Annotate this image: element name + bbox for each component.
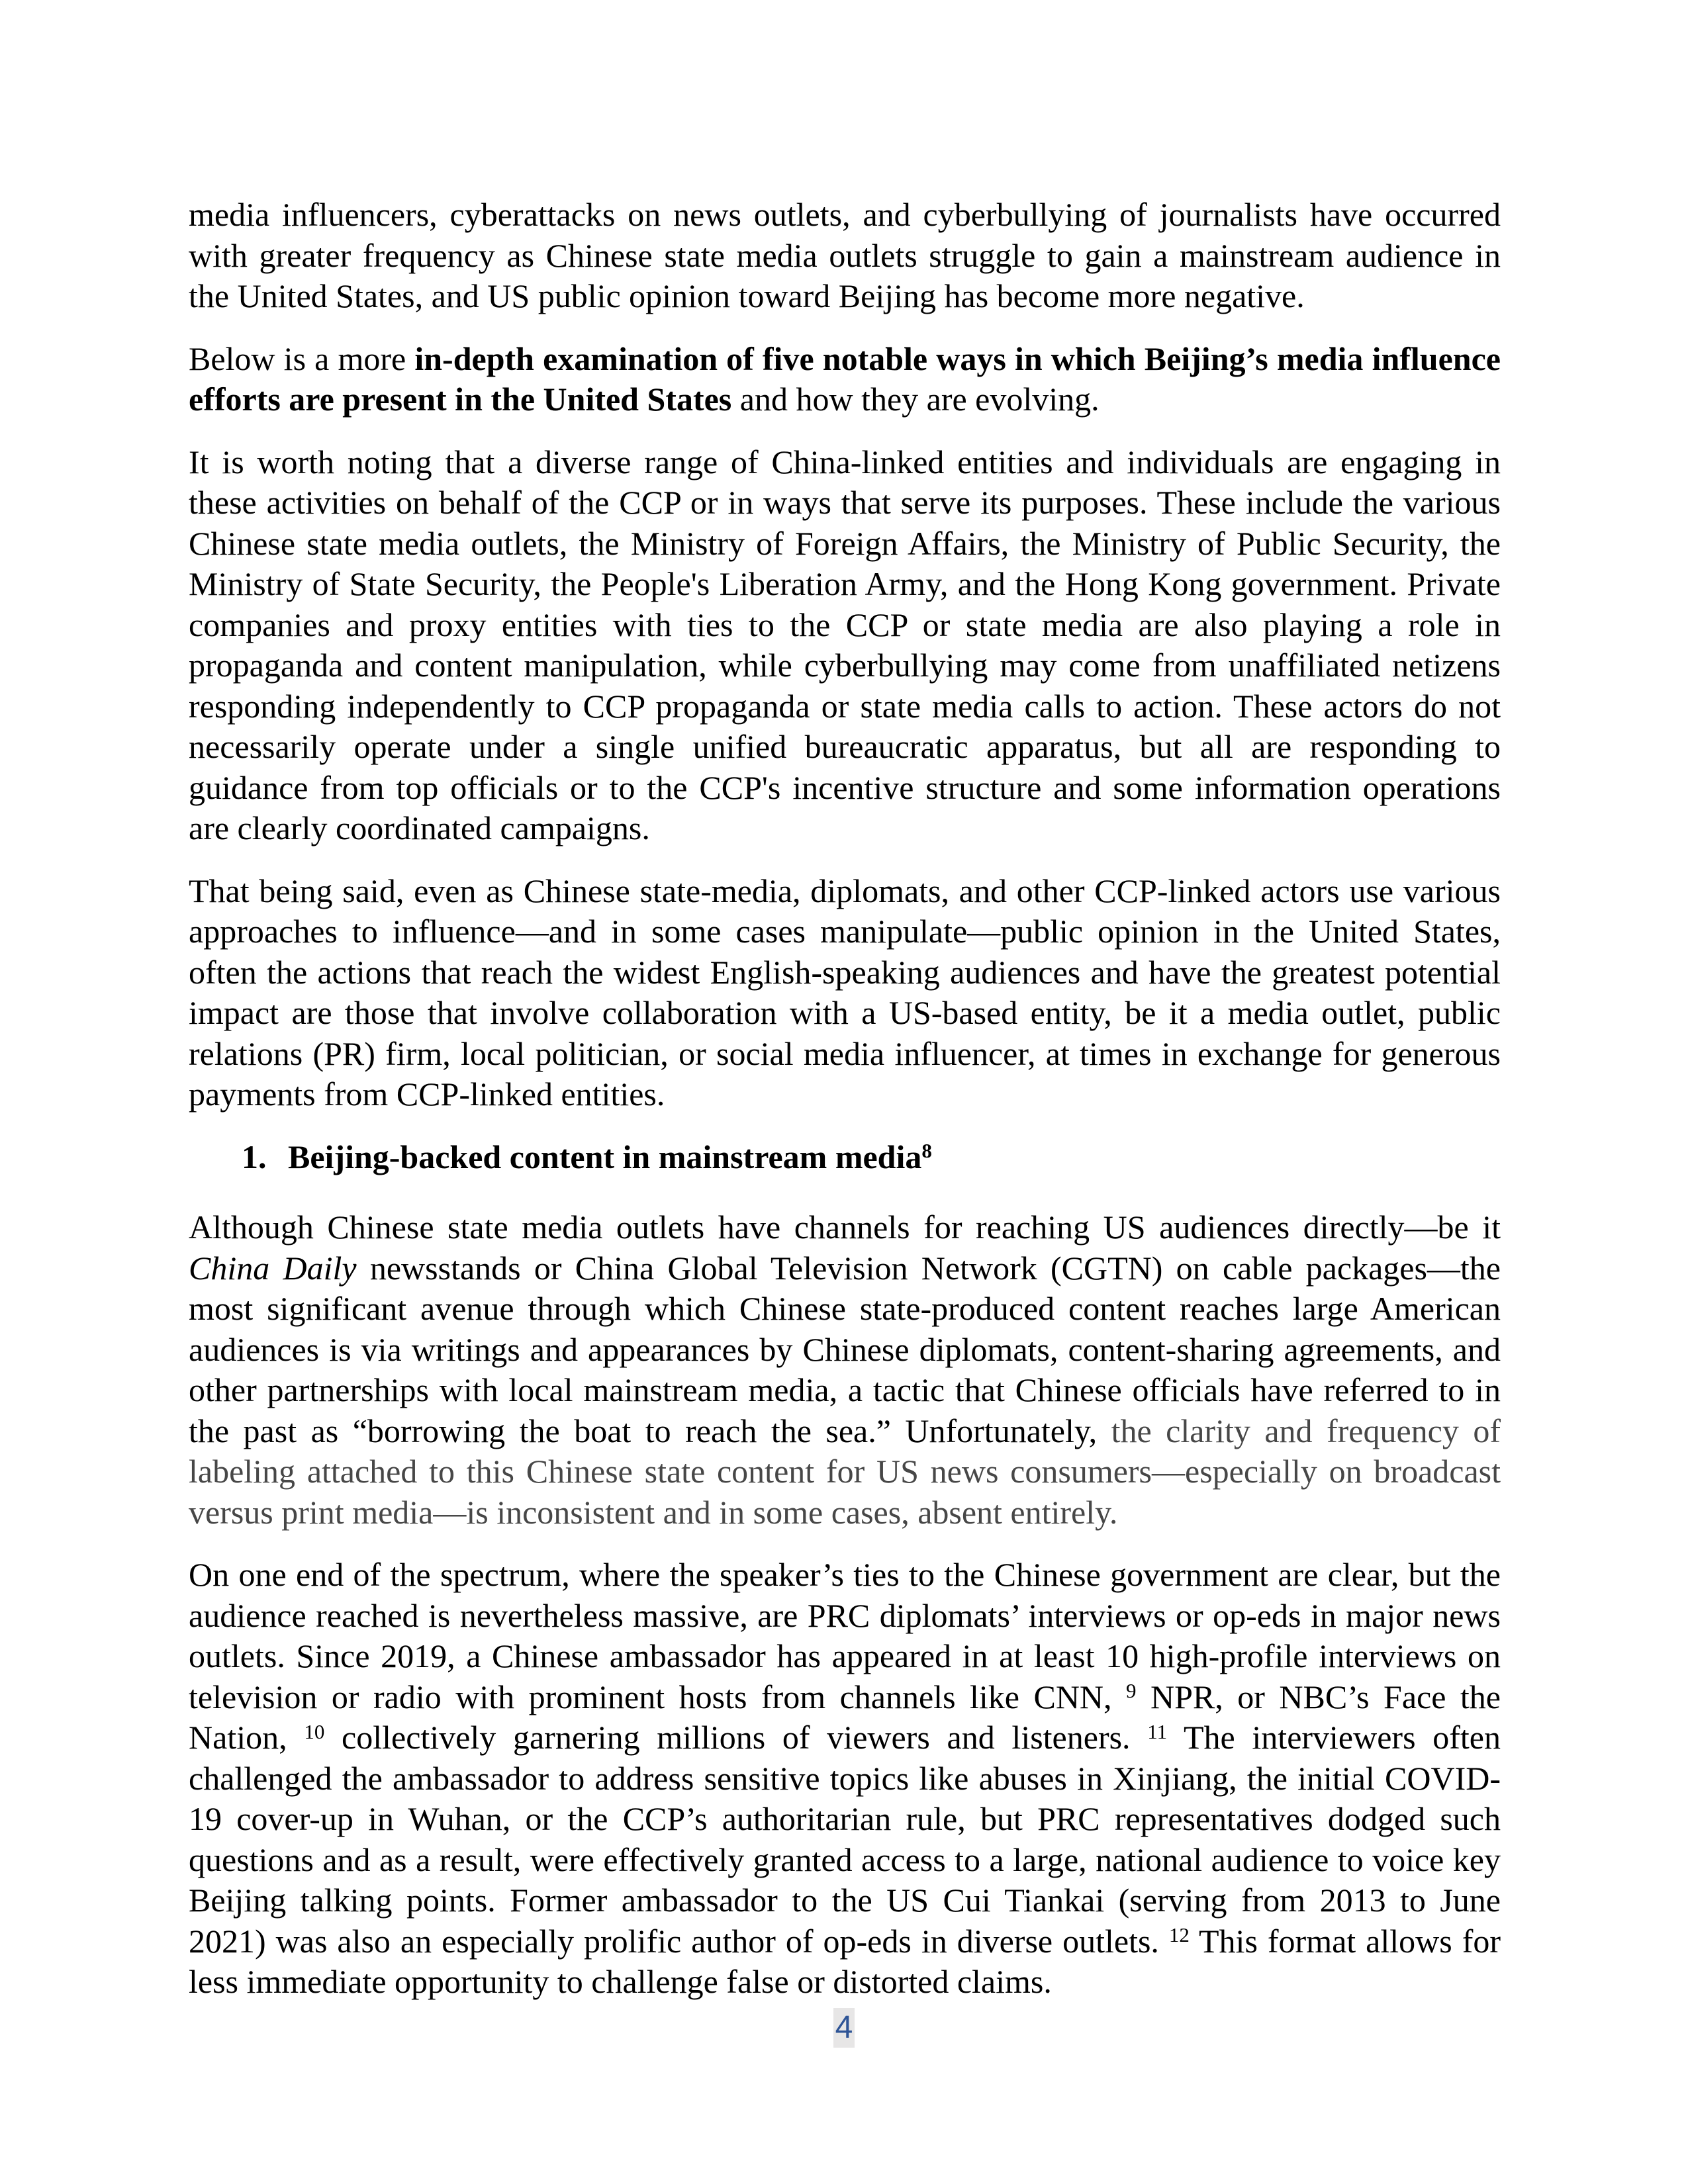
text-run: and how they are evolving.: [731, 381, 1100, 418]
text-run: On one end of the spectrum, where the speaker’s ties to the Chinese government are clear, but the audience reached is nevertheless massive, are PRC diplomats’ interviews or op-eds in major news outlets. Since 2019, a Chinese ambassador has appeared in at least 10 high-profile interviews on television or radio with prominent hosts from channels like CNN,: [189, 1556, 1501, 1715]
text-run: Below is a more: [189, 340, 415, 377]
text-run: Although Chinese state media outlets have channels for reaching US audiences directly—be it: [189, 1208, 1501, 1246]
text-run: newsstands or China Global Television Network (CGTN) on cable packages—the most significant avenue through which Chinese state-produced content reaches large American audiences is via writings and appearances by Chinese diplomats, content-sharing agreements, and other partnerships with local mainstream media, a tactic that Chinese officials have referred to in the past as “borrowing the boat to reach the sea.” Unfortunately,: [189, 1249, 1501, 1449]
paragraph: [189, 339, 1501, 420]
page-footer: [0, 2008, 1688, 2048]
text-run: media influencers, cyberattacks on news outlets, and cyberbullying of journalists have occurred with greater frequency as Chinese state media outlets struggle to gain a mainstream audience in the United States, and US public opinion toward Beijing has become more negative.: [189, 196, 1501, 314]
text-run: The interviewers often challenged the ambassador to address sensitive topics like abuses in Xinjiang, the initial COVID-19 cover-up in Wuhan, or the CCP’s authoritarian rule, but PRC representatives dodged such questions and as a result, were effectively granted access to a large, national audience to voice key Beijing talking points. Former ambassador to the US Cui Tiankai (serving from 2013 to June 2021) was also an especially prolific author of op-eds in diverse outlets.: [189, 1719, 1501, 1960]
document-body: [189, 195, 1501, 2025]
text-run: NPR, or NBC’s Face the Nation,: [189, 1678, 1501, 1756]
paragraph: [189, 871, 1501, 1115]
paragraph: [189, 195, 1501, 317]
footnote-ref: 11: [1147, 1719, 1168, 1743]
text-run: China Daily: [189, 1249, 357, 1287]
footnote-ref: 12: [1168, 1923, 1190, 1946]
text-run: It is worth noting that a diverse range of China-linked entities and individuals are engaging in these activities on behalf of the CCP or in ways that serve its purposes. These include the various Chinese state media outlets, the Ministry of Foreign Affairs, the Ministry of Public Security, the Ministry of State Security, the People's Liberation Army, and the Hong Kong government. Private companies and proxy entities with ties to the CCP or state media are also playing a role in propaganda and content manipulation, while cyberbullying may come from unaffiliated netizens responding independently to CCP propaganda or state media calls to action. These actors do not necessarily operate under a single unified bureaucratic apparatus, but all are responding to guidance from top officials or to the CCP's incentive structure and some information operations are clearly coordinated campaigns.: [189, 443, 1501, 846]
text-run: Beijing-backed content in mainstream media: [288, 1138, 922, 1175]
heading-number: 1.: [242, 1138, 267, 1175]
footnote-ref: 10: [304, 1719, 325, 1743]
footnote-ref: 9: [1126, 1679, 1137, 1702]
paragraph: [189, 1555, 1501, 2003]
page-number-field: 4: [833, 2008, 855, 2048]
paragraph: [189, 442, 1501, 849]
text-run: in-depth examination of five notable ways in which Beijing’s media influence efforts are present in the United States: [189, 340, 1501, 418]
text-run: This format allows for less immediate opportunity to challenge false or distorted claims.: [189, 1922, 1501, 2000]
text-run: collectively garnering millions of viewers and listeners.: [324, 1719, 1148, 1756]
section-heading: [189, 1137, 1501, 1178]
paragraph: [189, 1207, 1501, 1533]
text-run: the clarity and frequency of labeling attached to this Chinese state content for US news consumers—especially on broadcast versus print media—is inconsistent and in some cases, absent entirely.: [189, 1412, 1501, 1531]
text-run: That being said, even as Chinese state-media, diplomats, and other CCP-linked actors use various approaches to influence—and in some cases manipulate—public opinion in the United States, often the actions that reach the widest English-speaking audiences and have the greatest potential impact are those that involve collaboration with a US-based entity, be it a media outlet, public relations (PR) firm, local politician, or social media influencer, at times in exchange for generous payments from CCP-linked entities.: [189, 872, 1501, 1113]
footnote-ref: 8: [921, 1139, 932, 1162]
